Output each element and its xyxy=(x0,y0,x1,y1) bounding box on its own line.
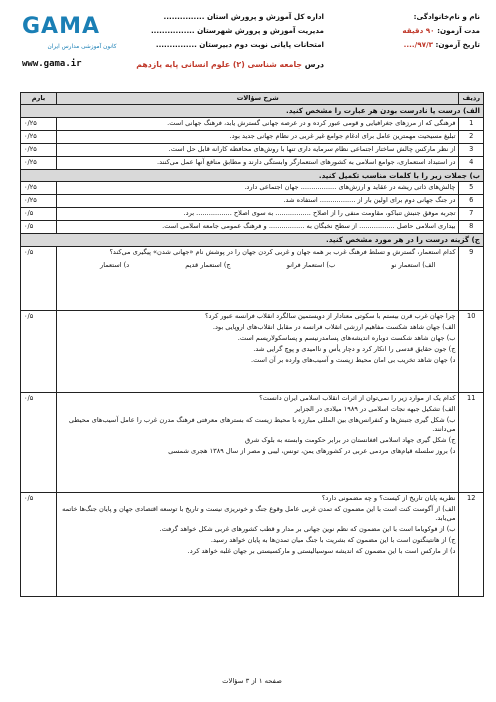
table-row xyxy=(21,143,484,156)
table-cell: ۰/۵ xyxy=(21,311,57,393)
table-row xyxy=(21,130,484,143)
table-cell: 11 xyxy=(459,393,484,493)
exam-page xyxy=(20,8,484,690)
table-cell: 10 xyxy=(459,311,484,393)
table-cell: 3 xyxy=(459,143,484,156)
option-a[interactable]: الف) از آگوست کنت است با این مضمون که تمدن غربی عامل وقوع جنگ و خونریزی نیست و تاریخ با توسعه اقتصادی جهان و پایان جنگ‌ها خاتمه می‌یابد. xyxy=(62,504,456,522)
option-b[interactable]: ب) استعمار فرانو xyxy=(286,260,336,269)
table-cell: 9 xyxy=(459,247,484,311)
option-a[interactable]: الف) جهان شاهد شکست مفاهیم ارزشی انقلاب فرانسه در مقابل انقلاب‌های اروپایی بود. xyxy=(212,322,456,331)
table-cell: ۰/۵ xyxy=(21,393,57,493)
table-cell: بیداری اسلامی حاصل ................. از سطح نخبگان به ................. و فرهنگ عمومی جامعه اسلامی است. xyxy=(57,221,459,234)
table-cell: ۰/۵ xyxy=(21,493,57,597)
table-cell: از نظر مارکس چالش ساختار اجتماعی نظام سرمایه داری تنها با روش‌های محافظه کارانه قابل حل است. xyxy=(57,143,459,156)
table-cell: ۰/۲۵ xyxy=(21,182,57,195)
section-b-header xyxy=(21,169,484,182)
table-cell: ۰/۵ xyxy=(21,208,57,221)
option-d[interactable]: د) از مارکس است با این مضمون که اندیشه سوسیالیستی و مارکسیستی بر جهان غلبه خواهد کرد. xyxy=(187,546,456,555)
table-cell: 6 xyxy=(459,195,484,208)
table-cell xyxy=(57,393,459,493)
duration: مدت آزمون: ۹۰ دقیقه xyxy=(402,26,480,35)
question-text: کدام استعمار، گسترش و تسلط فرهنگ غرب بر همه جهان و غربی کردن جهان را در پوشش نام «جهانی شدن» پیگیری می‌کند؟ xyxy=(109,248,456,257)
table-cell: 4 xyxy=(459,156,484,169)
table-cell: ۰/۲۵ xyxy=(21,143,57,156)
table-cell: الف) درست یا نادرست بودن هر عبارت را مشخص کنید. xyxy=(21,104,484,117)
table-cell xyxy=(57,311,459,393)
exam-title-block xyxy=(136,12,324,74)
col-questions: شرح سؤالات xyxy=(57,93,459,105)
table-row xyxy=(21,221,484,234)
option-c[interactable]: ج) استعمار قدیم xyxy=(185,260,231,269)
student-info xyxy=(330,12,480,54)
option-c[interactable]: ج) جون حقایق قدسی را انکار کرد و دچار یأس و ناامیدی و پوچ گرایی شد. xyxy=(253,344,456,353)
table-cell: تبلیغ مسیحیت مهمترین عامل برای ادغام جوامع غیر غربی در نظام جهانی جدید بود. xyxy=(57,130,459,143)
exam-name: امتحانات پایانی نوبت دوم دبیرستان ............... xyxy=(155,40,324,49)
question-text: چرا جهان غرب قرن بیستم با سکوتی معنادار از دویستمین سالگرد انقلاب فرانسه عبور کرد؟ xyxy=(205,312,456,321)
table-cell: 1 xyxy=(459,117,484,130)
table-cell: ج) گزینه درست را در هر مورد مشخص کنید. xyxy=(21,234,484,247)
office-province: اداره کل آموزش و پرورش استان ............... xyxy=(163,12,324,21)
table-cell: ب) جملات زیر را با کلمات مناسب تکمیل کنید. xyxy=(21,169,484,182)
subject: درس جامعه شناسی (۲) علوم انسانی پایه یازدهم xyxy=(136,60,324,69)
table-row xyxy=(21,156,484,169)
table-row xyxy=(21,393,484,493)
table-cell: تجربه موفق جنبش تنباکو، مقاومت منفی را از اصلاح ................. به سوی اصلاح ................. برد. xyxy=(57,208,459,221)
col-score: بارم xyxy=(21,93,57,105)
option-d[interactable]: د) جهان شاهد تخریب بی امان محیط زیست و آسیب‌های وارده بر آن است. xyxy=(250,355,456,364)
table-row xyxy=(21,208,484,221)
table-cell: چالش‌های ذاتی ریشه در عقاید و ارزش‌های ................. جهان اجتماعی دارد. xyxy=(57,182,459,195)
office-city: مدیریت آموزش و پرورش شهرستان ................ xyxy=(150,26,324,35)
gama-logo xyxy=(22,12,142,70)
table-cell: ۰/۲۵ xyxy=(21,130,57,143)
logo-wordmark: GAMA xyxy=(22,14,101,39)
table-cell: ۰/۵ xyxy=(21,247,57,311)
table-cell: فرهنگی که از مرزهای جغرافیایی و قومی عبور کرده و در عرصه جهانی گسترش یابد، فرهنگ جهانی است. xyxy=(57,117,459,130)
name-label: نام و نام‌خانوادگی: xyxy=(413,12,480,21)
question-text: نظریه پایان تاریخ از کیست؟ و چه مضمونی دارد؟ xyxy=(321,494,456,503)
table-row xyxy=(21,117,484,130)
option-d[interactable]: د) بروز سلسله قیام‌های مردمی عربی در کشورهای یمن، تونس، لیبی و مصر از سال ۱۳۸۹ هجری شمسی xyxy=(168,446,456,455)
questions-table xyxy=(20,92,484,597)
exam-header xyxy=(20,8,484,90)
option-c[interactable]: ج) از هانتینگتون است با این مضمون که بشریت با جنگ میان تمدن‌ها به پایان خواهد رسید. xyxy=(210,535,456,544)
section-c-header xyxy=(21,234,484,247)
col-row-number: ردیف xyxy=(459,93,484,105)
section-a-header xyxy=(21,104,484,117)
option-b[interactable]: ب) جهان شاهد شکست دوباره اندیشه‌های پسامدرنیسم و پساسکولاریسم است. xyxy=(237,333,456,342)
question-text: کدام یک از موارد زیر را نمی‌توان از اثرات انقلاب اسلامی ایران دانست؟ xyxy=(259,394,456,403)
option-a[interactable]: الف) تشکیل جبهه نجات اسلامی در ۱۹۸۹ میلادی در الجزایر xyxy=(294,404,456,413)
table-row xyxy=(21,247,484,311)
option-c[interactable]: ج) شکل گیری جهاد اسلامی افغانستان در برابر حکومت وابسته به بلوک شرق xyxy=(245,435,456,444)
option-d[interactable]: د) استعمار xyxy=(100,260,130,269)
table-cell: ۰/۲۵ xyxy=(21,195,57,208)
table-cell: 5 xyxy=(459,182,484,195)
table-row xyxy=(21,182,484,195)
option-a[interactable]: الف) استعمار نو xyxy=(391,260,436,269)
logo-tagline: کانون آموزشی مدارس ایران xyxy=(47,43,117,50)
table-cell: ۰/۲۵ xyxy=(21,117,57,130)
table-cell: 8 xyxy=(459,221,484,234)
table-cell: 7 xyxy=(459,208,484,221)
table-cell: ۰/۲۵ xyxy=(21,156,57,169)
website-url: www.gama.ir xyxy=(22,58,82,69)
table-cell: 12 xyxy=(459,493,484,597)
table-row xyxy=(21,195,484,208)
table-cell: ۰/۵ xyxy=(21,221,57,234)
answer-options xyxy=(60,259,455,272)
option-b[interactable]: ب) از فوکویاما است با این مضمون که نظم نوین جهانی بر مدار و قطب کشورهای غربی شکل خواهد گرفت. xyxy=(159,524,456,533)
table-header xyxy=(21,93,484,105)
table-row xyxy=(21,493,484,597)
table-cell xyxy=(57,493,459,597)
table-row xyxy=(21,311,484,393)
page-footer: صفحه ۱ از ۳ سؤالات xyxy=(222,677,282,685)
table-cell xyxy=(57,247,459,311)
exam-date: تاریخ آزمون: ۹۷/۳/.... xyxy=(403,40,480,49)
table-cell: 2 xyxy=(459,130,484,143)
table-cell: در استبداد استعماری، جوامع اسلامی به کشورهای استعمارگر وابستگی دارند و مطابق منافع آنها عمل می‌کنند. xyxy=(57,156,459,169)
option-b[interactable]: ب) شکل گیری جنبش‌ها و کنفرانس‌های بین المللی مبارزه با محیط زیست که بسترهای معرفتی فرهنگ مدرن غرب را عامل آسیب‌های محیطی می‌دانند. xyxy=(68,415,456,433)
table-cell: در جنگ جهانی دوم برای اولین بار از ................. استفاده شد. xyxy=(57,195,459,208)
